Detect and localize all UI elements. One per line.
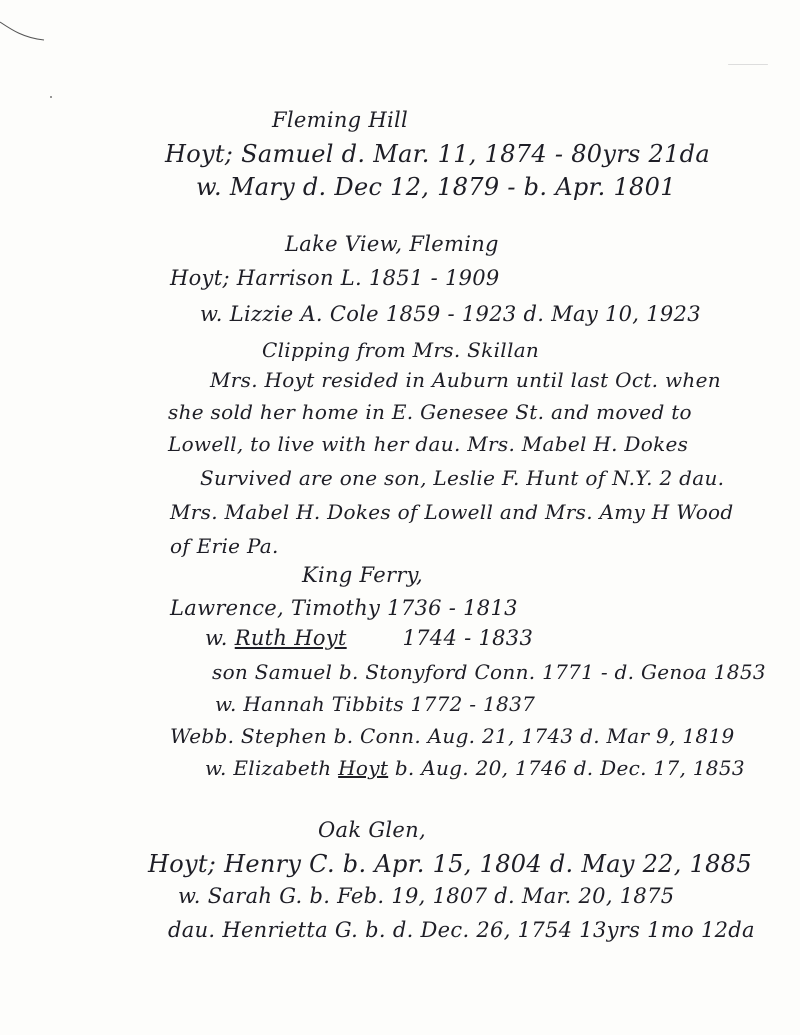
clipping-text-line: Lowell, to live with her dau. Mrs. Mabel H. Dokes xyxy=(168,432,689,456)
entry-hannah-tibbits: w. Hannah Tibbits 1772 - 1837 xyxy=(215,692,536,716)
entry-elizabeth-hoyt xyxy=(205,756,745,780)
entry-timothy-lawrence: Lawrence, Timothy 1736 - 1813 xyxy=(170,596,518,620)
clipping-text-line: Mrs. Mabel H. Dokes of Lowell and Mrs. Amy H Wood xyxy=(170,500,734,524)
entry-harrison-hoyt: Hoyt; Harrison L. 1851 - 1909 xyxy=(170,266,500,290)
entry-stephen-webb: Webb. Stephen b. Conn. Aug. 21, 1743 d. Mar 9, 1819 xyxy=(170,724,735,748)
entry-dates: 1744 - 1833 xyxy=(402,626,534,650)
corner-pencil-mark xyxy=(0,18,60,58)
section-heading-lake-view: Lake View, Fleming xyxy=(285,232,499,256)
entry-mary: w. Mary d. Dec 12, 1879 - b. Apr. 1801 xyxy=(196,173,676,201)
entry-henry-hoyt: Hoyt; Henry C. b. Apr. 15, 1804 d. May 22, 1885 xyxy=(148,850,752,878)
clipping-text-line: of Erie Pa. xyxy=(170,534,279,558)
section-heading-oak-glen: Oak Glen, xyxy=(318,818,426,842)
speck xyxy=(50,96,52,98)
entry-samuel-hoyt: Hoyt; Samuel d. Mar. 11, 1874 - 80yrs 21da xyxy=(165,140,710,168)
entry-lizzie-cole: w. Lizzie A. Cole 1859 - 1923 d. May 10, 1923 xyxy=(200,302,701,326)
speck xyxy=(728,64,768,65)
clipping-text-line: she sold her home in E. Genesee St. and moved to xyxy=(168,400,692,424)
clipping-source: Clipping from Mrs. Skillan xyxy=(262,338,540,362)
underlined-name: Ruth Hoyt xyxy=(234,626,347,650)
clipping-text-line: Survived are one son, Leslie F. Hunt of N.Y. 2 dau. xyxy=(200,466,725,490)
underlined-name: Hoyt xyxy=(338,756,389,780)
entry-sarah: w. Sarah G. b. Feb. 19, 1807 d. Mar. 20, 1875 xyxy=(178,884,675,908)
clipping-text-line: Mrs. Hoyt resided in Auburn until last Oct. when xyxy=(210,368,721,392)
entry-prefix: w. Elizabeth xyxy=(205,756,339,780)
entry-ruth-hoyt xyxy=(205,626,533,650)
entry-prefix: w. xyxy=(205,626,235,650)
section-heading-fleming-hill: Fleming Hill xyxy=(272,108,409,132)
entry-samuel-son: son Samuel b. Stonyford Conn. 1771 - d. Genoa 1853 xyxy=(212,660,766,684)
entry-henrietta: dau. Henrietta G. b. d. Dec. 26, 1754 13yrs 1mo 12da xyxy=(168,918,755,942)
section-heading-king-ferry: King Ferry, xyxy=(302,563,424,587)
entry-dates: b. Aug. 20, 1746 d. Dec. 17, 1853 xyxy=(388,756,745,780)
